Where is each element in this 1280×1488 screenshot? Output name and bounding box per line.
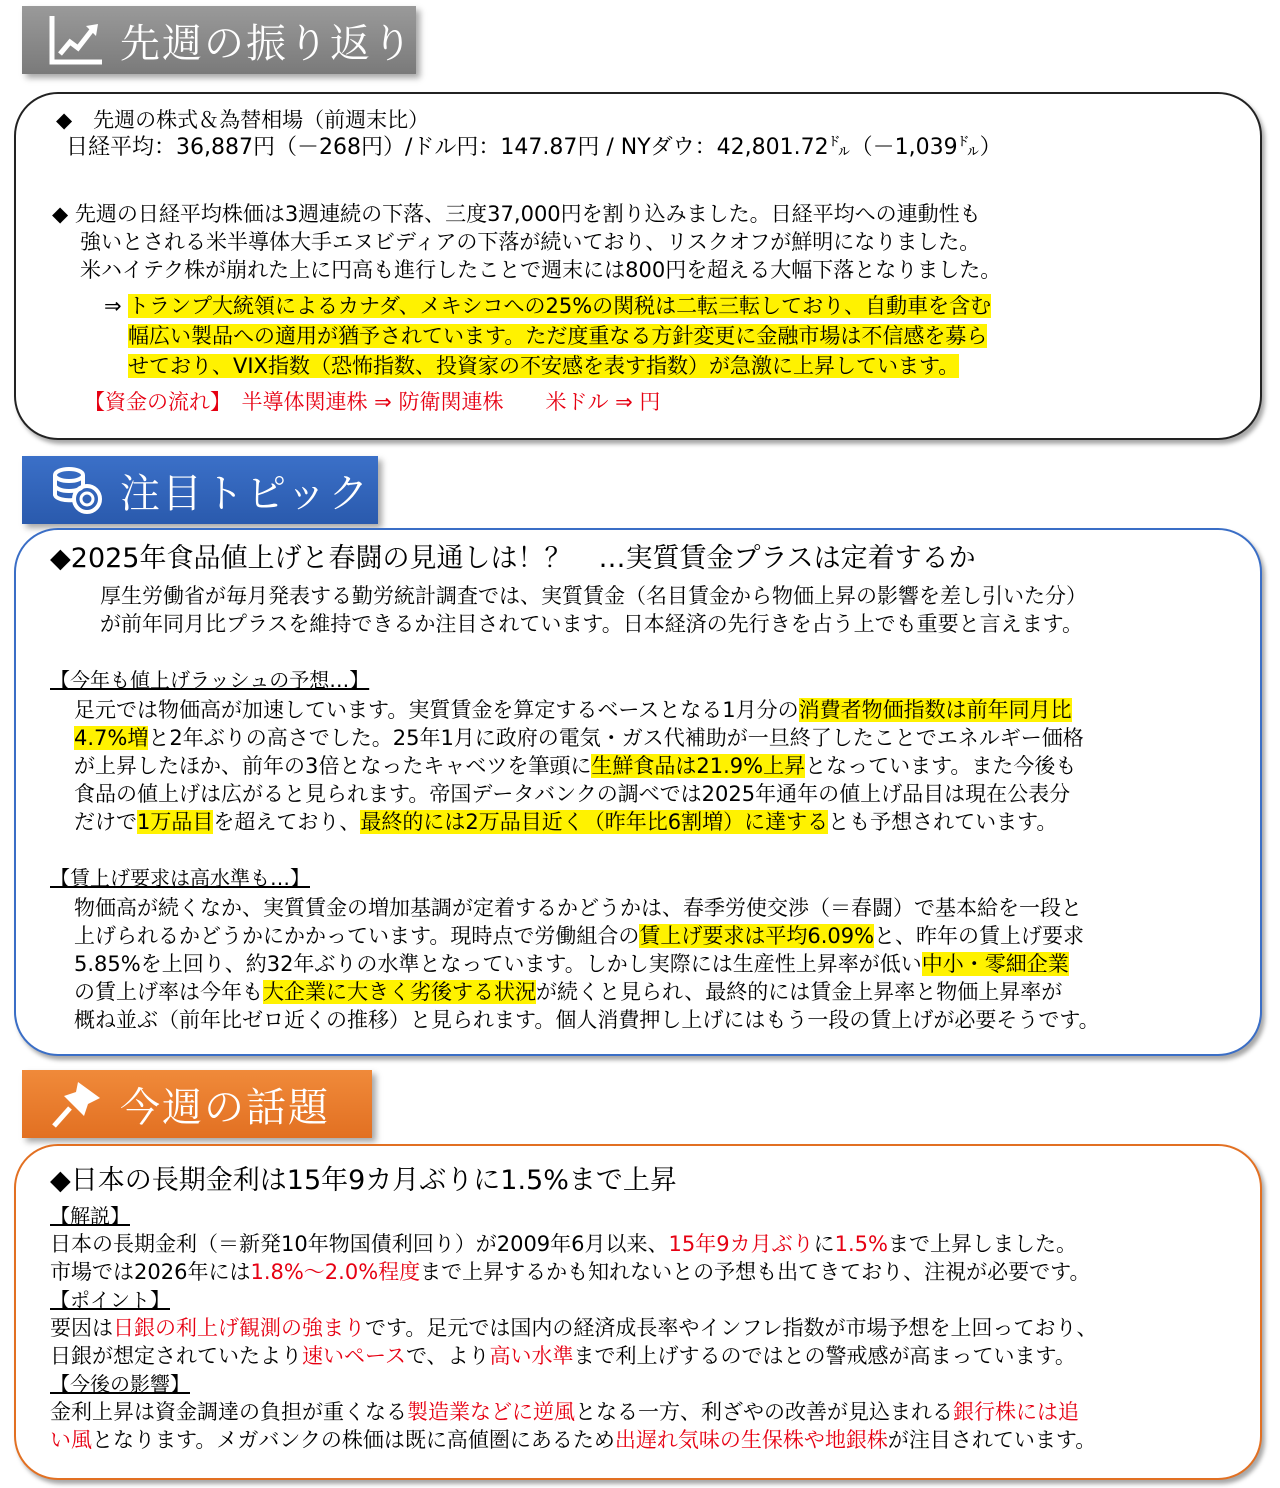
- topic-heading: ◆2025年食品値上げと春闘の見通しは！？ …実質賃金プラスは定着するか: [50, 543, 976, 574]
- highlight-sme: 中小・零細企業: [921, 952, 1069, 976]
- intro-line: が前年同月比プラスを維持できるか注目されています。日本経済の先行きを占う上でも重要と言えます。: [100, 612, 1084, 636]
- highlight-line: トランプ大統領によるカナダ、メキシコへの25%の関税は二転三転しており、自動車を含む: [128, 294, 992, 318]
- impact-line: 金利上昇は資金調達の負担が重くなる製造業などに逆風となる一方、利ざやの改善が見込まれる銀行株には追: [50, 1400, 1079, 1424]
- paragraph-line: 概ね並ぶ（前年比ゼロ近くの推移）と見られます。個人消費押し上げにはもう一段の賃上げが必要そうです。: [74, 1008, 1100, 1032]
- summary-line: ◆ 先週の日経平均株価は3週連続の下落、三度37,000円を割り込みました。日経平均への連動性も: [52, 202, 981, 226]
- highlight-items: 1万品目: [137, 810, 214, 834]
- section-tab-topic: [22, 456, 378, 524]
- money-flow: 【資金の流れ】 半導体関連株 ⇒ 防衛関連株 米ドル ⇒ 円: [84, 390, 661, 414]
- label-impact: 【今後の影響】: [50, 1372, 190, 1396]
- paragraph-line: 足元では物価高が加速しています。実質賃金を算定するベースとなる1月分の消費者物価指数は前年同月比: [74, 698, 1072, 722]
- paragraph-line: の賃上げ率は今年も大企業に大きく劣後する状況が続くと見られ、最終的には賃金上昇率と物価上昇率が: [74, 980, 1063, 1004]
- highlight-line: せており、VIX指数（恐怖指数、投資家の不安感を表す指数）が急激に上昇しています。: [128, 354, 960, 378]
- point-line: 日銀が想定されていたより速いペースで、より高い水準まで利上げするのではとの警戒感が高まっています。: [50, 1344, 1076, 1368]
- impact-line: い風となります。メガバンクの株価は既に高値圏にあるため出遅れ気味の生保株や地銀株が注目されています。: [50, 1428, 1097, 1452]
- market-values: 日経平均：36,887円（－268円）/ドル円：147.87円 / NYダウ：42,801.72㌦（－1,039㌦）: [66, 135, 1002, 160]
- label-commentary: 【解説】: [50, 1204, 130, 1228]
- chart-trend-icon: [44, 13, 108, 67]
- point-line: 要因は日銀の利上げ観測の強まりです。足元では国内の経済成長率やインフレ指数が市場予想を上回っており、: [50, 1316, 1098, 1340]
- subheading-wage-demand: 【賃上げ要求は高水準も…】: [50, 866, 310, 890]
- highlight-large-firms: 大企業に大きく劣後する状況: [263, 980, 536, 1004]
- paragraph-line: 4.7%増と2年ぶりの高さでした。25年1月に政府の電気・ガス代補助が一旦終了したことでエネルギー価格: [74, 726, 1084, 750]
- paragraph-line: 食品の値上げは広がると見られます。帝国データバンクの調べでは2025年通年の値上げ品目は現在公表分: [74, 782, 1071, 806]
- highlight-line: 幅広い製品への適用が猶予されています。ただ度重なる方針変更に金融市場は不信感を募ら: [128, 324, 988, 348]
- section-title-topic: 注目トピック: [120, 470, 371, 517]
- section-title-weekly: 今週の話題: [120, 1084, 330, 1131]
- highlight-forecast: 最終的には2万品目近く（昨年比6割増）に達する: [360, 810, 829, 834]
- arrow-mark: ⇒: [104, 294, 122, 318]
- section-tab-weekly: [22, 1070, 372, 1138]
- paragraph-line: だけで1万品目を超えており、最終的には2万品目近く（昨年比6割増）に達するとも予想されています。: [74, 810, 1058, 834]
- weekly-heading: ◆日本の長期金利は15年9カ月ぶりに1.5%まで上昇: [50, 1165, 677, 1196]
- highlight-fresh-food: 生鮮食品は21.9%上昇: [591, 754, 806, 778]
- highlight-wage-demand: 賃上げ要求は平均6.09%: [639, 924, 875, 948]
- section-title-review: 先週の振り返り: [120, 20, 414, 67]
- paragraph-line: 上げられるかどうかにかかっています。現時点で労働組合の賃上げ要求は平均6.09%と、昨年の賃上げ要求: [74, 924, 1085, 948]
- coins-icon: [44, 463, 108, 517]
- highlight-cpi: 消費者物価指数は前年同月比: [798, 698, 1072, 722]
- paragraph-line: 物価高が続くなか、実質賃金の増加基調が定着するかどうかは、春季労使交渉（＝春闘）で基本給を一段と: [74, 896, 1082, 920]
- intro-line: 厚生労働省が毎月発表する勤労統計調査では、実質賃金（名目賃金から物価上昇の影響を差し引いた分）: [100, 584, 1087, 608]
- commentary-line: 日本の長期金利（＝新発10年物国債利回り）が2009年6月以来、15年9カ月ぶりに1.5%まで上昇しました。: [50, 1232, 1077, 1256]
- paragraph-line: 5.85%を上回り、約32年ぶりの水準となっています。しかし実際には生産性上昇率が低い中小・零細企業: [74, 952, 1069, 976]
- label-point: 【ポイント】: [50, 1288, 170, 1312]
- topic-panel: [14, 528, 1262, 1056]
- paragraph-line: が上昇したほか、前年の3倍となったキャベツを筆頭に生鮮食品は21.9%上昇となっています。また今後も: [74, 754, 1077, 778]
- summary-line: 米ハイテク株が崩れた上に円高も進行したことで週末には800円を超える大幅下落となりました。: [80, 258, 1002, 282]
- section-tab-review: [22, 6, 416, 74]
- subheading-price-rush: 【今年も値上げラッシュの予想…】: [50, 668, 370, 692]
- market-heading: ◆ 先週の株式＆為替相場（前週末比）: [56, 108, 430, 132]
- weekly-panel: [14, 1144, 1262, 1480]
- commentary-line: 市場では2026年には1.8%～2.0%程度まで上昇するかも知れないとの予想も出てきており、注視が必要です。: [50, 1260, 1091, 1284]
- summary-line: 強いとされる米半導体大手エヌビディアの下落が続いており、リスクオフが鮮明になりました。: [80, 230, 981, 254]
- highlight-cpi-rate: 4.7%増: [74, 726, 149, 750]
- review-panel: [14, 92, 1262, 440]
- pushpin-icon: [44, 1077, 108, 1131]
